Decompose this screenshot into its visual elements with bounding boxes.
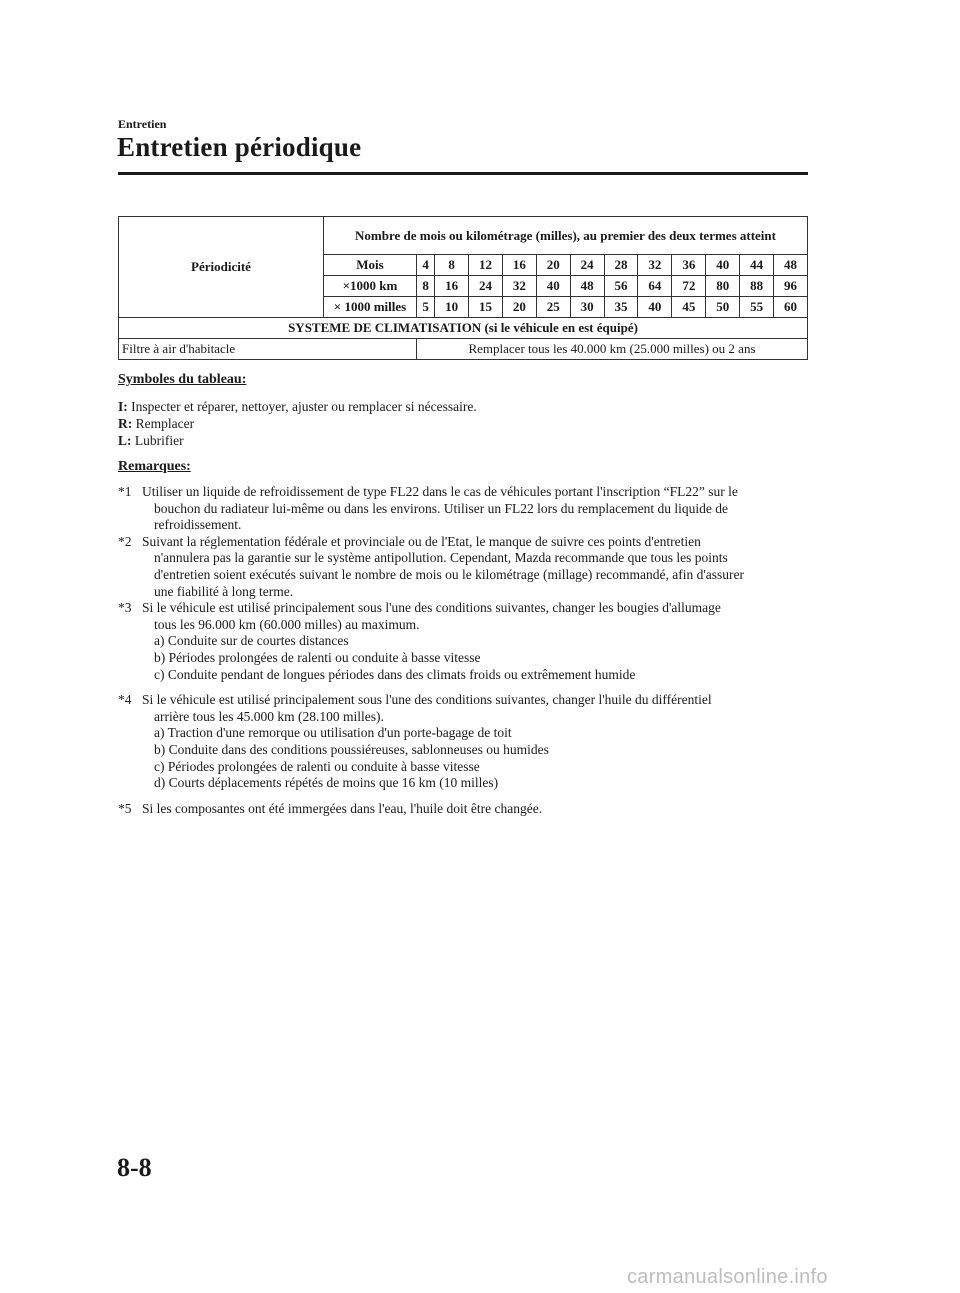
interval-cell: 40 (638, 297, 672, 318)
page-number: 8-8 (117, 1153, 152, 1182)
remark-note (118, 600, 808, 683)
interval-cell: 88 (740, 276, 774, 297)
remark-line: Suivant la réglementation fédérale et provinciale ou de l'Etat, le manque de suivre ces points d'entretien (142, 533, 701, 549)
interval-cell: 32 (502, 276, 536, 297)
remarks-title: Remarques: (118, 459, 191, 474)
maintenance-schedule-table (118, 216, 808, 360)
remark-subitem: c) Conduite pendant de longues périodes dans des climats froids ou extrêmement humide (154, 666, 636, 682)
remarks-list (118, 484, 808, 817)
legend-text: Lubrifier (134, 433, 184, 448)
remark-subitem: c) Périodes prolongées de ralenti ou conduite à basse vitesse (154, 758, 480, 774)
remark-subitem: a) Conduite sur de courtes distances (154, 633, 349, 649)
legend-title: Symboles du tableau: (118, 372, 247, 387)
interval-cell: 48 (570, 276, 604, 297)
interval-cell: 32 (638, 255, 672, 276)
interval-cell: 24 (570, 255, 604, 276)
item-action: Remplacer tous les 40.000 km (25.000 milles) ou 2 ans (417, 339, 808, 360)
remark-subitem: b) Conduite dans des conditions poussiéreuses, sablonneuses ou humides (154, 741, 549, 757)
legend-text: Remplacer (135, 416, 195, 431)
interval-cell: 40 (536, 276, 570, 297)
title-divider (118, 172, 808, 175)
interval-cell: 45 (672, 297, 706, 318)
remark-line: Si le véhicule est utilisé principalement sous l'une des conditions suivantes, changer les bougies d'allumage (142, 600, 721, 616)
interval-cell: 24 (469, 276, 503, 297)
interval-cell: 15 (469, 297, 503, 318)
remark-line: tous les 96.000 km (60.000 milles) au maximum. (154, 616, 420, 632)
interval-cell: 80 (706, 276, 740, 297)
section-header-row: SYSTEME DE CLIMATISATION (si le véhicule en est équipé) (119, 318, 808, 339)
legend-text: Inspecter et réparer, nettoyer, ajuster ou remplacer si nécessaire. (131, 399, 477, 414)
interval-cell: 36 (672, 255, 706, 276)
remark-line: refroidissement. (154, 517, 242, 533)
interval-cell: 96 (774, 276, 808, 297)
legend-key: R: (118, 416, 133, 431)
page-title: Entretien périodique (117, 132, 362, 162)
interval-cell: 60 (774, 297, 808, 318)
legend-item (118, 398, 477, 415)
unit-label: × 1000 milles (324, 297, 417, 318)
remark-spacer (118, 792, 808, 801)
item-name: Filtre à air d'habitacle (119, 339, 417, 360)
remark-note (118, 692, 808, 792)
remark-subitem: d) Courts déplacements répétés de moins que 16 km (10 milles) (154, 775, 499, 791)
interval-cell: 30 (570, 297, 604, 318)
remark-number: *3 (118, 600, 132, 616)
item-row (119, 339, 808, 360)
interval-cell: 20 (536, 255, 570, 276)
interval-cell: 4 (417, 255, 435, 276)
interval-cell: 50 (706, 297, 740, 318)
remark-note (118, 534, 808, 600)
legend-item (118, 415, 477, 432)
interval-cell: 16 (502, 255, 536, 276)
legend-key: I: (118, 399, 128, 414)
legend-key: L: (118, 433, 132, 448)
interval-cell: 8 (417, 276, 435, 297)
interval-cell: 48 (774, 255, 808, 276)
period-label: Périodicité (119, 217, 324, 318)
remark-line: Si le véhicule est utilisé principalement sous l'une des conditions suivantes, changer l'huile du différentiel (142, 692, 712, 708)
interval-cell: 16 (435, 276, 469, 297)
remark-line: n'annulera pas la garantie sur le système antipollution. Cependant, Mazda recommande que tous les points (154, 550, 728, 566)
remark-line: une fiabilité à long terme. (154, 583, 294, 599)
remark-number: *1 (118, 484, 132, 499)
interval-cell: 64 (638, 276, 672, 297)
interval-cell: 20 (502, 297, 536, 318)
interval-cell: 10 (435, 297, 469, 318)
remark-subitem: a) Traction d'une remorque ou utilisation d'un porte-bagage de toit (154, 725, 512, 741)
remark-line: Si les composantes ont été immergées dans l'eau, l'huile doit être changée. (142, 800, 543, 816)
watermark: carmanualsonline.info (627, 1266, 828, 1288)
remark-subitem: b) Périodes prolongées de ralenti ou conduite à basse vitesse (154, 649, 481, 665)
remark-number: *4 (118, 692, 132, 708)
interval-header: Nombre de mois ou kilométrage (milles), au premier des deux termes atteint (324, 217, 808, 255)
remark-line: d'entretien soient exécutés suivant le nombre de mois ou le kilométrage (millage) recommandé, afin d'assurer (154, 566, 745, 582)
interval-cell: 5 (417, 297, 435, 318)
unit-label: ×1000 km (324, 276, 417, 297)
interval-cell: 72 (672, 276, 706, 297)
interval-cell: 25 (536, 297, 570, 318)
remark-note (118, 801, 808, 818)
legend-list (118, 398, 477, 449)
remark-note (118, 484, 808, 534)
interval-cell: 28 (604, 255, 638, 276)
remark-line: arrière tous les 45.000 km (28.100 milles). (154, 708, 384, 724)
interval-cell: 12 (469, 255, 503, 276)
interval-cell: 55 (740, 297, 774, 318)
interval-cell: 35 (604, 297, 638, 318)
interval-cell: 8 (435, 255, 469, 276)
section-label: Entretien (118, 117, 167, 131)
remark-line: Utiliser un liquide de refroidissement de type FL22 dans le cas de véhicules portant l'inscription “FL22” sur le (142, 484, 738, 499)
remark-spacer (118, 683, 808, 692)
interval-cell: 56 (604, 276, 638, 297)
remark-number: *5 (118, 800, 132, 816)
remark-number: *2 (118, 533, 132, 549)
remark-line: bouchon du radiateur lui-même ou dans les environs. Utiliser un FL22 lors du remplacement du liquide de (154, 500, 728, 516)
unit-label: Mois (324, 255, 417, 276)
legend-item (118, 432, 477, 449)
interval-cell: 44 (740, 255, 774, 276)
interval-cell: 40 (706, 255, 740, 276)
